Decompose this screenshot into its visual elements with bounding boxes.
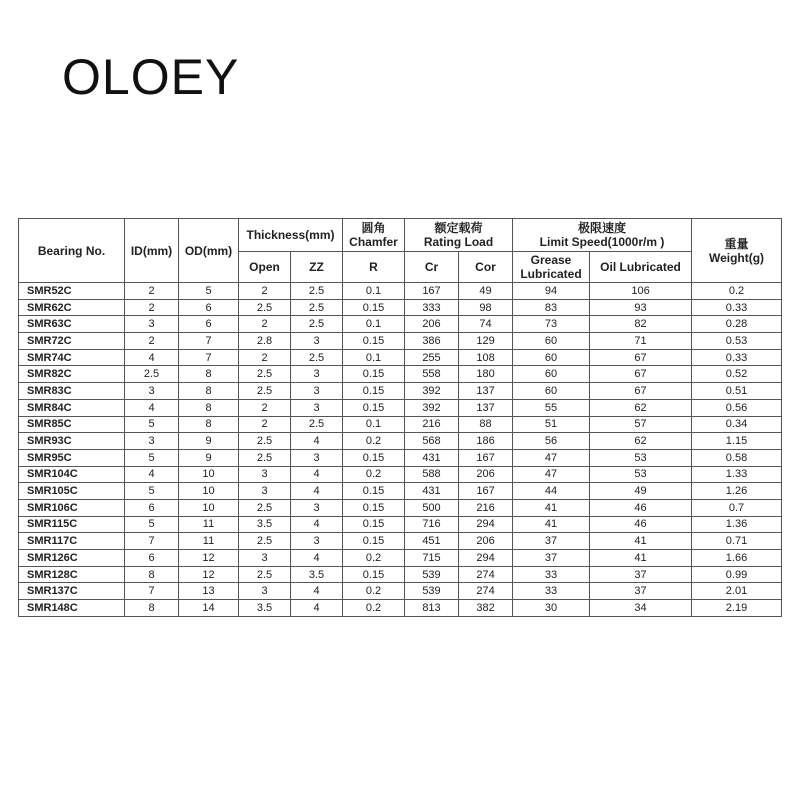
cell-weight: 0.34: [692, 416, 782, 433]
cell-bearing-no: SMR74C: [19, 349, 125, 366]
cell-speed-oil: 82: [590, 316, 692, 333]
cell-id: 2: [125, 333, 179, 350]
header-cor: Cor: [459, 252, 513, 283]
cell-bearing-no: SMR84C: [19, 399, 125, 416]
table-row: [19, 316, 782, 333]
cell-thickness-open: 2.5: [239, 566, 291, 583]
cell-id: 2: [125, 283, 179, 300]
cell-bearing-no: SMR117C: [19, 533, 125, 550]
table-header: [19, 219, 782, 283]
cell-chamfer-r: 0.1: [343, 316, 405, 333]
cell-speed-grease: 30: [513, 600, 590, 617]
cell-weight: 0.51: [692, 383, 782, 400]
cell-weight: 1.36: [692, 516, 782, 533]
cell-speed-oil: 62: [590, 399, 692, 416]
table-row: [19, 283, 782, 300]
table-row: [19, 466, 782, 483]
cell-id: 3: [125, 433, 179, 450]
cell-od: 9: [179, 433, 239, 450]
cell-rating-cor: 294: [459, 550, 513, 567]
cell-weight: 1.15: [692, 433, 782, 450]
cell-speed-oil: 49: [590, 483, 692, 500]
header-weight-cn: 重量: [724, 236, 749, 251]
header-speed-en: Limit Speed(1000r/m ): [539, 235, 665, 249]
cell-chamfer-r: 0.2: [343, 600, 405, 617]
cell-id: 6: [125, 499, 179, 516]
cell-rating-cr: 206: [405, 316, 459, 333]
table-row: [19, 583, 782, 600]
cell-speed-oil: 62: [590, 433, 692, 450]
cell-id: 5: [125, 483, 179, 500]
cell-id: 5: [125, 516, 179, 533]
cell-thickness-open: 2.5: [239, 499, 291, 516]
cell-od: 9: [179, 449, 239, 466]
cell-od: 8: [179, 366, 239, 383]
header-weight-en: Weight(g): [708, 250, 765, 265]
cell-rating-cor: 274: [459, 566, 513, 583]
table-row: [19, 366, 782, 383]
header-open: Open: [239, 252, 291, 283]
cell-rating-cor: 382: [459, 600, 513, 617]
cell-weight: 0.28: [692, 316, 782, 333]
cell-bearing-no: SMR63C: [19, 316, 125, 333]
cell-thickness-open: 2.5: [239, 433, 291, 450]
cell-speed-oil: 41: [590, 533, 692, 550]
cell-chamfer-r: 0.15: [343, 566, 405, 583]
cell-speed-grease: 33: [513, 583, 590, 600]
cell-speed-oil: 46: [590, 499, 692, 516]
cell-thickness-zz: 2.5: [291, 316, 343, 333]
cell-speed-oil: 53: [590, 449, 692, 466]
cell-weight: 0.33: [692, 349, 782, 366]
cell-speed-grease: 37: [513, 533, 590, 550]
header-rating-cn: 额定载荷: [434, 221, 483, 235]
cell-bearing-no: SMR137C: [19, 583, 125, 600]
table-row: [19, 349, 782, 366]
table-row: [19, 483, 782, 500]
cell-thickness-open: 2.5: [239, 449, 291, 466]
cell-speed-grease: 44: [513, 483, 590, 500]
cell-speed-oil: 106: [590, 283, 692, 300]
cell-chamfer-r: 0.15: [343, 516, 405, 533]
header-od: OD(mm): [179, 219, 239, 283]
cell-rating-cor: 74: [459, 316, 513, 333]
cell-speed-grease: 41: [513, 516, 590, 533]
cell-weight: 0.7: [692, 499, 782, 516]
cell-rating-cor: 167: [459, 449, 513, 466]
cell-rating-cor: 98: [459, 299, 513, 316]
cell-id: 8: [125, 566, 179, 583]
cell-weight: 2.19: [692, 600, 782, 617]
header-chamfer-cn: 圆角: [361, 221, 386, 235]
cell-speed-oil: 71: [590, 333, 692, 350]
cell-rating-cor: 108: [459, 349, 513, 366]
cell-weight: 1.26: [692, 483, 782, 500]
cell-thickness-open: 3.5: [239, 516, 291, 533]
cell-speed-oil: 67: [590, 349, 692, 366]
header-zz: ZZ: [291, 252, 343, 283]
cell-id: 6: [125, 550, 179, 567]
cell-speed-grease: 41: [513, 499, 590, 516]
cell-speed-grease: 56: [513, 433, 590, 450]
cell-thickness-open: 2: [239, 283, 291, 300]
cell-weight: 1.66: [692, 550, 782, 567]
cell-thickness-zz: 4: [291, 550, 343, 567]
cell-thickness-zz: 3: [291, 533, 343, 550]
cell-speed-oil: 53: [590, 466, 692, 483]
cell-thickness-open: 2: [239, 416, 291, 433]
cell-bearing-no: SMR104C: [19, 466, 125, 483]
cell-speed-grease: 60: [513, 383, 590, 400]
cell-rating-cor: 206: [459, 533, 513, 550]
cell-rating-cr: 568: [405, 433, 459, 450]
cell-rating-cor: 137: [459, 399, 513, 416]
cell-bearing-no: SMR82C: [19, 366, 125, 383]
cell-chamfer-r: 0.15: [343, 483, 405, 500]
cell-thickness-zz: 3: [291, 333, 343, 350]
cell-thickness-zz: 4: [291, 466, 343, 483]
cell-od: 11: [179, 516, 239, 533]
cell-chamfer-r: 0.1: [343, 349, 405, 366]
cell-bearing-no: SMR115C: [19, 516, 125, 533]
cell-bearing-no: SMR52C: [19, 283, 125, 300]
cell-thickness-zz: 2.5: [291, 349, 343, 366]
table-row: [19, 533, 782, 550]
cell-rating-cr: 588: [405, 466, 459, 483]
header-grease-lubricated: [513, 252, 590, 283]
cell-speed-oil: 67: [590, 366, 692, 383]
cell-rating-cr: 558: [405, 366, 459, 383]
cell-speed-grease: 83: [513, 299, 590, 316]
cell-weight: 0.33: [692, 299, 782, 316]
cell-rating-cor: 137: [459, 383, 513, 400]
header-r: R: [343, 252, 405, 283]
cell-thickness-open: 3: [239, 583, 291, 600]
cell-od: 14: [179, 600, 239, 617]
cell-thickness-open: 3: [239, 466, 291, 483]
cell-bearing-no: SMR148C: [19, 600, 125, 617]
header-weight: [692, 219, 782, 283]
cell-chamfer-r: 0.15: [343, 333, 405, 350]
table-body: [19, 283, 782, 617]
cell-od: 7: [179, 349, 239, 366]
table-row: [19, 383, 782, 400]
cell-rating-cor: 206: [459, 466, 513, 483]
cell-id: 4: [125, 349, 179, 366]
header-bearing-no: Bearing No.: [19, 219, 125, 283]
cell-speed-oil: 41: [590, 550, 692, 567]
cell-rating-cr: 539: [405, 583, 459, 600]
cell-bearing-no: SMR85C: [19, 416, 125, 433]
header-rating-en: Rating Load: [423, 235, 494, 249]
cell-chamfer-r: 0.15: [343, 299, 405, 316]
cell-speed-oil: 34: [590, 600, 692, 617]
cell-thickness-open: 2: [239, 399, 291, 416]
cell-od: 8: [179, 416, 239, 433]
cell-od: 8: [179, 383, 239, 400]
cell-od: 8: [179, 399, 239, 416]
cell-speed-grease: 94: [513, 283, 590, 300]
cell-od: 6: [179, 316, 239, 333]
cell-rating-cr: 333: [405, 299, 459, 316]
cell-speed-oil: 37: [590, 583, 692, 600]
cell-od: 12: [179, 550, 239, 567]
cell-thickness-zz: 4: [291, 433, 343, 450]
cell-speed-oil: 37: [590, 566, 692, 583]
cell-speed-grease: 37: [513, 550, 590, 567]
cell-thickness-open: 2: [239, 316, 291, 333]
cell-weight: 0.52: [692, 366, 782, 383]
cell-weight: 1.33: [692, 466, 782, 483]
cell-bearing-no: SMR83C: [19, 383, 125, 400]
cell-speed-grease: 55: [513, 399, 590, 416]
cell-rating-cr: 813: [405, 600, 459, 617]
cell-rating-cr: 167: [405, 283, 459, 300]
cell-rating-cor: 274: [459, 583, 513, 600]
cell-rating-cor: 49: [459, 283, 513, 300]
table-row: [19, 416, 782, 433]
cell-thickness-zz: 3: [291, 449, 343, 466]
cell-speed-grease: 47: [513, 466, 590, 483]
table-row: [19, 566, 782, 583]
cell-thickness-open: 3: [239, 550, 291, 567]
cell-speed-oil: 67: [590, 383, 692, 400]
cell-bearing-no: SMR128C: [19, 566, 125, 583]
cell-rating-cor: 294: [459, 516, 513, 533]
cell-bearing-no: SMR93C: [19, 433, 125, 450]
cell-chamfer-r: 0.1: [343, 283, 405, 300]
cell-thickness-zz: 2.5: [291, 299, 343, 316]
header-speed-cn: 极限速度: [578, 221, 627, 235]
header-oil-lubricated: Oil Lubricated: [590, 252, 692, 283]
cell-bearing-no: SMR62C: [19, 299, 125, 316]
cell-od: 12: [179, 566, 239, 583]
cell-chamfer-r: 0.15: [343, 499, 405, 516]
cell-thickness-open: 2.5: [239, 366, 291, 383]
cell-bearing-no: SMR126C: [19, 550, 125, 567]
cell-chamfer-r: 0.1: [343, 416, 405, 433]
cell-rating-cr: 715: [405, 550, 459, 567]
cell-rating-cr: 431: [405, 483, 459, 500]
cell-chamfer-r: 0.2: [343, 466, 405, 483]
cell-bearing-no: SMR106C: [19, 499, 125, 516]
cell-thickness-open: 3: [239, 483, 291, 500]
header-id: ID(mm): [125, 219, 179, 283]
cell-id: 2: [125, 299, 179, 316]
cell-thickness-zz: 3: [291, 366, 343, 383]
cell-thickness-zz: 4: [291, 600, 343, 617]
cell-id: 5: [125, 416, 179, 433]
cell-id: 5: [125, 449, 179, 466]
header-grease-2: Lubricated: [520, 267, 582, 281]
cell-weight: 0.2: [692, 283, 782, 300]
cell-chamfer-r: 0.15: [343, 449, 405, 466]
table-row: [19, 499, 782, 516]
cell-rating-cor: 167: [459, 483, 513, 500]
cell-id: 7: [125, 533, 179, 550]
table-row: [19, 299, 782, 316]
cell-rating-cr: 716: [405, 516, 459, 533]
cell-weight: 0.56: [692, 399, 782, 416]
header-chamfer: [343, 219, 405, 252]
cell-speed-oil: 46: [590, 516, 692, 533]
header-rating-load: [405, 219, 513, 252]
cell-speed-grease: 51: [513, 416, 590, 433]
cell-chamfer-r: 0.2: [343, 583, 405, 600]
cell-thickness-zz: 3: [291, 383, 343, 400]
cell-rating-cr: 431: [405, 449, 459, 466]
cell-thickness-zz: 2.5: [291, 416, 343, 433]
cell-speed-grease: 73: [513, 316, 590, 333]
cell-thickness-zz: 4: [291, 583, 343, 600]
cell-thickness-open: 2.5: [239, 533, 291, 550]
cell-chamfer-r: 0.15: [343, 383, 405, 400]
cell-od: 10: [179, 466, 239, 483]
header-limit-speed: [513, 219, 692, 252]
cell-thickness-open: 3.5: [239, 600, 291, 617]
cell-rating-cor: 180: [459, 366, 513, 383]
cell-thickness-zz: 4: [291, 483, 343, 500]
cell-id: 4: [125, 399, 179, 416]
cell-thickness-open: 2.5: [239, 299, 291, 316]
cell-id: 7: [125, 583, 179, 600]
cell-speed-grease: 33: [513, 566, 590, 583]
cell-thickness-open: 2.5: [239, 383, 291, 400]
cell-rating-cr: 386: [405, 333, 459, 350]
cell-weight: 2.01: [692, 583, 782, 600]
cell-weight: 0.58: [692, 449, 782, 466]
cell-rating-cr: 392: [405, 399, 459, 416]
cell-od: 6: [179, 299, 239, 316]
cell-chamfer-r: 0.2: [343, 433, 405, 450]
cell-speed-grease: 60: [513, 366, 590, 383]
cell-od: 13: [179, 583, 239, 600]
cell-thickness-open: 2: [239, 349, 291, 366]
cell-rating-cor: 216: [459, 499, 513, 516]
cell-id: 8: [125, 600, 179, 617]
cell-od: 11: [179, 533, 239, 550]
cell-rating-cor: 186: [459, 433, 513, 450]
cell-rating-cor: 88: [459, 416, 513, 433]
cell-bearing-no: SMR95C: [19, 449, 125, 466]
cell-rating-cor: 129: [459, 333, 513, 350]
cell-rating-cr: 539: [405, 566, 459, 583]
cell-speed-grease: 60: [513, 333, 590, 350]
cell-thickness-zz: 3: [291, 499, 343, 516]
cell-speed-grease: 47: [513, 449, 590, 466]
cell-rating-cr: 500: [405, 499, 459, 516]
cell-id: 3: [125, 383, 179, 400]
cell-id: 3: [125, 316, 179, 333]
table-row: [19, 516, 782, 533]
cell-speed-oil: 57: [590, 416, 692, 433]
table-row: [19, 433, 782, 450]
header-chamfer-en: Chamfer: [349, 235, 398, 249]
cell-od: 5: [179, 283, 239, 300]
cell-speed-oil: 93: [590, 299, 692, 316]
cell-weight: 0.53: [692, 333, 782, 350]
cell-id: 2.5: [125, 366, 179, 383]
cell-thickness-zz: 3: [291, 399, 343, 416]
table-row: [19, 449, 782, 466]
cell-bearing-no: SMR72C: [19, 333, 125, 350]
cell-chamfer-r: 0.15: [343, 399, 405, 416]
cell-rating-cr: 451: [405, 533, 459, 550]
bearing-spec-table: [18, 218, 782, 617]
cell-rating-cr: 216: [405, 416, 459, 433]
cell-od: 7: [179, 333, 239, 350]
cell-thickness-zz: 2.5: [291, 283, 343, 300]
cell-id: 4: [125, 466, 179, 483]
cell-weight: 0.71: [692, 533, 782, 550]
cell-rating-cr: 255: [405, 349, 459, 366]
cell-chamfer-r: 0.15: [343, 366, 405, 383]
brand-logo: OLOEY: [62, 49, 240, 105]
cell-thickness-zz: 4: [291, 516, 343, 533]
header-cr: Cr: [405, 252, 459, 283]
cell-od: 10: [179, 499, 239, 516]
table-row: [19, 550, 782, 567]
table-row: [19, 333, 782, 350]
cell-bearing-no: SMR105C: [19, 483, 125, 500]
cell-thickness-zz: 3.5: [291, 566, 343, 583]
cell-weight: 0.99: [692, 566, 782, 583]
cell-chamfer-r: 0.15: [343, 533, 405, 550]
cell-chamfer-r: 0.2: [343, 550, 405, 567]
header-grease-1: Grease: [530, 253, 572, 267]
cell-thickness-open: 2.8: [239, 333, 291, 350]
table-row: [19, 399, 782, 416]
header-thickness: Thickness(mm): [239, 219, 343, 252]
cell-speed-grease: 60: [513, 349, 590, 366]
cell-od: 10: [179, 483, 239, 500]
table-row: [19, 600, 782, 617]
cell-rating-cr: 392: [405, 383, 459, 400]
